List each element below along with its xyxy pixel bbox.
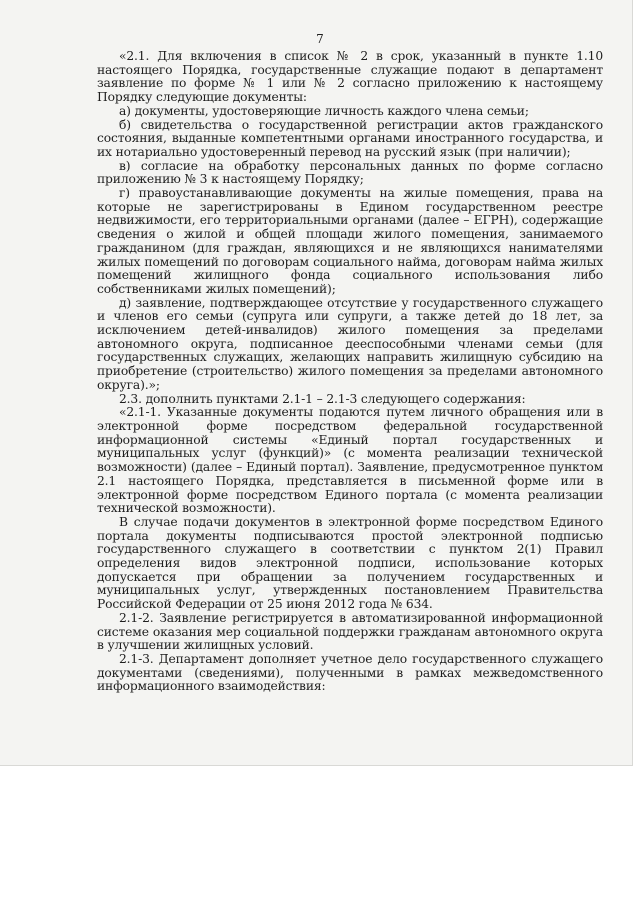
list-item-v: в) согласие на обработку персональных данных по форме согласно приложению № 3 к настоящему Порядку; [97,158,603,187]
paragraph-2-1: «2.1. Для включения в список № 2 в срок, указанный в пункте 1.10 настоящего Порядка, государственные служащие подают в департамент заявление по форме № 1 или № 2 согласно приложению к настоящему Порядку следующие документы: [97,49,603,105]
list-item-g: г) правоустанавливающие документы на жилые помещения, права на которые не зарегистрированы в Едином государственном реестре недвижимости, его территориальными органами (далее – ЕГРН), содержащие сведения о жилой и общей площади жилого помещения, занимаемого гражданином (для граждан, являющихся и не являющихся нанимателями жилых помещений по договорам социального найма, договорам найма жилых помещений жилищного фонда социального использования либо собственниками жилых помещений); [97,186,603,296]
list-item-d: д) заявление, подтверждающее отсутствие у государственного служащего и членов его семьи (супруга или супруги, а также детей до 18 лет, за исключением детей-инвалидов) жилого помещения за пределами автономного округа, подписанное дееспособными членами семьи (для государственных служащих, желающих направить жилищную субсидию на приобретение (строительство) жилого помещения за пределами автономного округа).»; [97,295,603,392]
paragraph-2-1-1: «2.1-1. Указанные документы подаются путем личного обращения или в электронной форме посредством федеральной государственной информационной системы «Единый портал государственных и муниципальных услуг (функций)» (с момента реализации технической возможности) (далее – Единый портал). Заявление, предусмотренное пунктом 2.1 настоящего Порядка, представляется в письменной форме или в электронной форме посредством Единого портала (с момента реализации технической возможности). [97,405,603,516]
document-body [97,50,603,694]
paragraph-2-3: 2.3. дополнить пунктами 2.1-1 – 2.1-3 следующего содержания: [119,391,526,406]
paragraph-2-1-2: 2.1-2. Заявление регистрируется в автоматизированной информационной системе оказания мер социальной поддержки гражданам автономного округа в улучшении жилищных условий. [97,610,603,653]
page-number: 7 [316,32,324,46]
paragraph-electronic-signature: В случае подачи документов в электронной форме посредством Единого портала документы подписываются простой электронной подписью государственного служащего в соответствии с пунктом 2(1) Правил определения видов электронной подписи, использование которых допускается при обращении за получением государственных и муниципальных услуг, утвержденных постановлением Правительства Российской Федерации от 25 июня 2012 года № 634. [97,514,603,612]
list-item-a: а) документы, удостоверяющие личность каждого члена семьи; [119,103,529,118]
list-item-b: б) свидетельства о государственной регистрации актов гражданского состояния, выданные компетентными органами иностранного государства, и их нотариально удостоверенный перевод на русский язык (при наличии); [97,117,603,159]
paragraph-2-1-3: 2.1-3. Департамент дополняет учетное дело государственного служащего документами (сведениями), полученными в рамках межведомственного информационного взаимодействия: [97,651,603,694]
